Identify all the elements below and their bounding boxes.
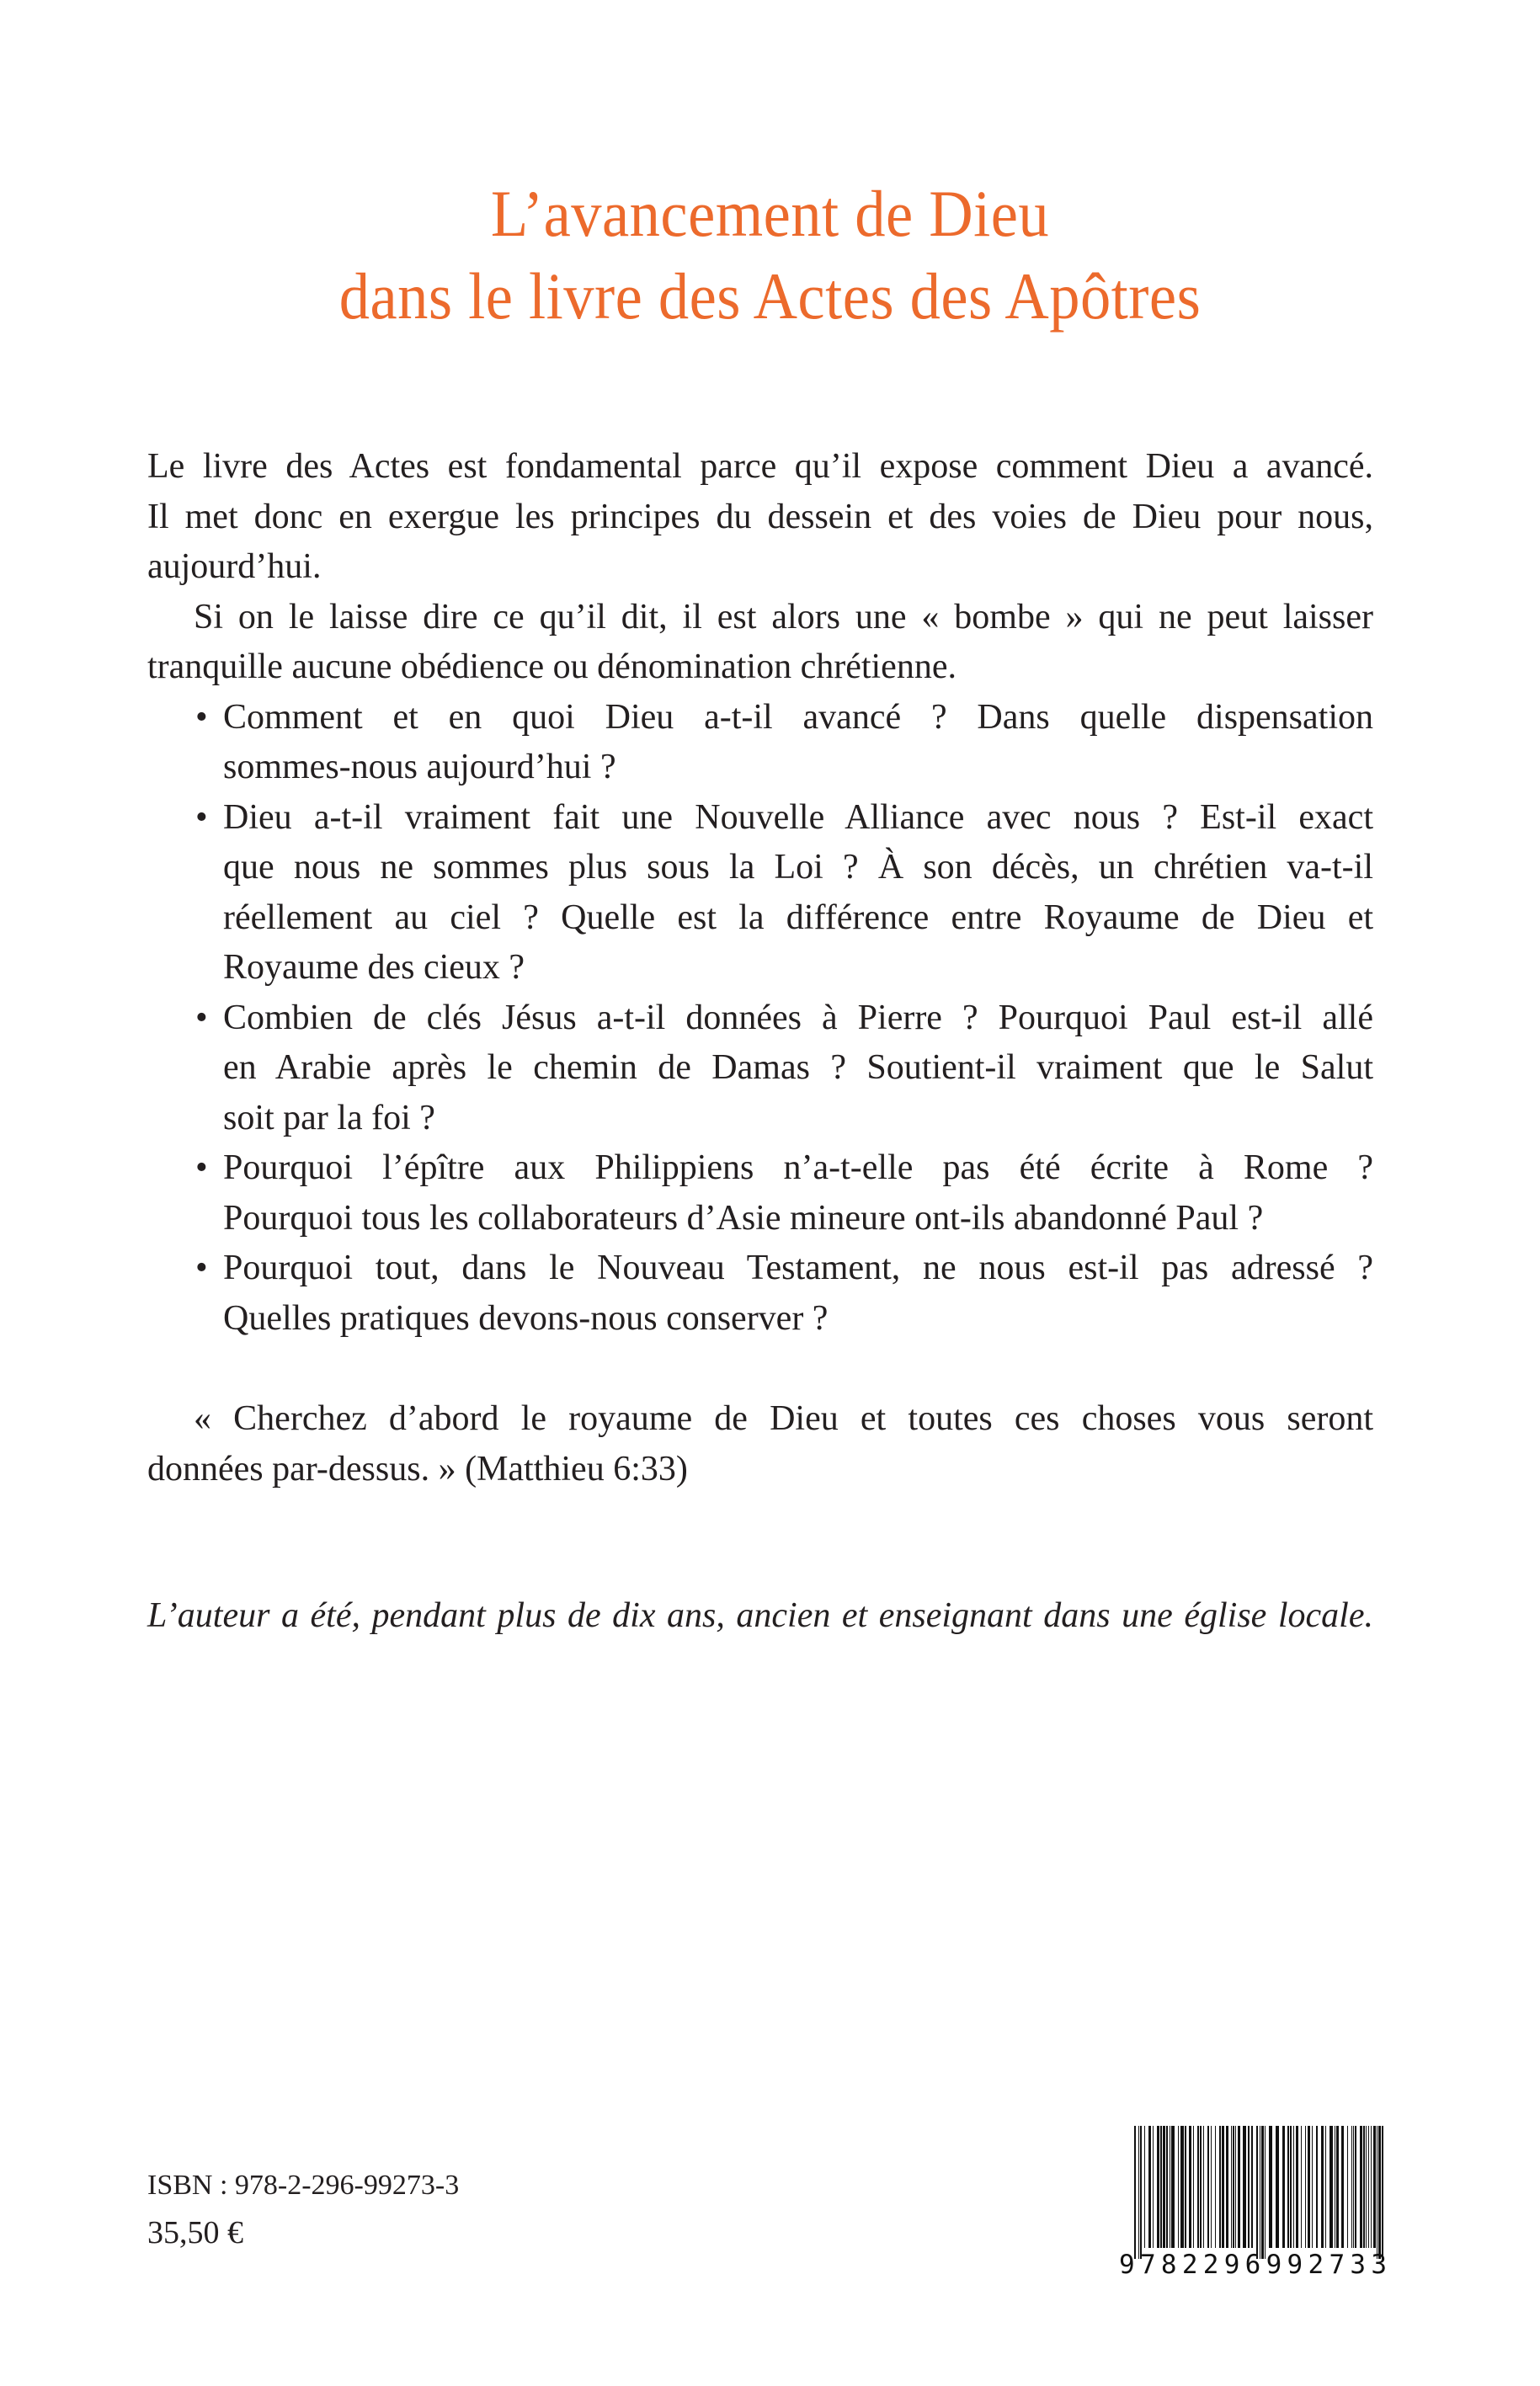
title-line-2: dans le livre des Actes des Apôtres [338, 259, 1202, 333]
question-text: Pourquoi tous les collaborateurs d’Asie mineure ont-ils abandonné Paul ? [223, 1198, 1264, 1238]
question-text: sommes-nous aujourd’hui ? [223, 748, 616, 786]
question-text: Combien de clés Jésus a-t-il données à Pierre ? Pourquoi Paul est-il allé [223, 998, 1373, 1037]
quote-line: « Cherchez d’abord le royaume de Dieu et toutes ces choses vous seront [194, 1399, 1373, 1438]
bullet-icon: • [195, 1148, 208, 1187]
question-line [147, 793, 1373, 844]
barcode-bar [1363, 2126, 1365, 2248]
barcode-bar [1153, 2126, 1154, 2248]
barcode-bar [1261, 2126, 1264, 2259]
barcode-bar [1215, 2126, 1216, 2248]
question-text: Comment et en quoi Dieu a-t-il avancé ? Dans quelle dispensation [223, 697, 1373, 737]
barcode-bar [1238, 2126, 1240, 2248]
intro-line: aujourd’hui. [147, 547, 322, 586]
barcode-bar [1373, 2126, 1376, 2248]
barcode-bar [1269, 2126, 1272, 2248]
question-text: Pourquoi l’épître aux Philippiens n’a-t-elle pas été écrite à Rome ? [223, 1148, 1373, 1187]
barcode-digits: 9782296992733 [1119, 2250, 1387, 2277]
barcode-bar [1351, 2126, 1352, 2248]
barcode-bar [1138, 2126, 1139, 2259]
question-item [147, 1244, 1373, 1344]
price: 35,50 € [147, 2215, 243, 2250]
barcode-bar [1134, 2126, 1136, 2259]
barcode-bar [1341, 2126, 1344, 2248]
barcode-bar [1160, 2126, 1162, 2248]
barcode-bar [1287, 2126, 1289, 2248]
barcode-bar [1347, 2126, 1348, 2248]
question-text: en Arabie après le chemin de Damas ? Soutient-il vraiment que le Salut [223, 1048, 1373, 1087]
barcode-bar [1293, 2126, 1294, 2248]
question-line [147, 1094, 1373, 1144]
barcode-bar [1203, 2126, 1204, 2248]
barcode-bar [1256, 2126, 1258, 2259]
barcode-bar [1144, 2126, 1145, 2248]
barcode-bar [1305, 2126, 1306, 2248]
barcode-bar [1290, 2126, 1292, 2248]
question-text: Dieu a-t-il vraiment fait une Nouvelle Alliance avec nous ? Est-il exact [223, 797, 1373, 837]
intro2-line: tranquille aucune obédience ou dénomination chrétienne. [147, 647, 957, 686]
blurb [147, 442, 1373, 1494]
barcode-bar [1148, 2126, 1151, 2248]
quote-line: données par-dessus. » (Matthieu 6:33) [147, 1449, 688, 1489]
intro-line: Le livre des Actes est fondamental parce qu’il expose comment Dieu a avancé. [147, 447, 1373, 486]
barcode-bar [1185, 2126, 1186, 2248]
barcode-bar [1248, 2126, 1250, 2248]
question-line [147, 893, 1373, 944]
barcode-bar [1301, 2126, 1302, 2248]
barcode-bar [1378, 2126, 1381, 2259]
barcode-bar [1366, 2126, 1367, 2248]
barcode-bar [1197, 2126, 1199, 2248]
isbn: ISBN : 978-2-296-99273-3 [147, 2170, 460, 2201]
barcode-bar [1178, 2126, 1179, 2248]
question-list [147, 693, 1373, 1345]
barcode-bar [1325, 2126, 1326, 2248]
barcode-bar [1336, 2126, 1339, 2248]
bullet-icon: • [195, 797, 208, 837]
barcode-bar [1207, 2126, 1209, 2248]
barcode-bar [1276, 2126, 1279, 2248]
barcode-bar [1226, 2126, 1228, 2248]
barcode-bar [1189, 2126, 1191, 2248]
barcode-bar [1222, 2126, 1224, 2248]
barcode-bar [1355, 2126, 1356, 2248]
barcode-bar [1360, 2126, 1362, 2248]
question-line [147, 993, 1373, 1044]
question-text: soit par la foi ? [223, 1098, 435, 1137]
barcode-bar [1282, 2126, 1285, 2248]
question-line [147, 693, 1373, 743]
bullet-icon: • [195, 697, 208, 737]
barcode-bar [1368, 2126, 1369, 2248]
barcode-bar [1321, 2126, 1324, 2248]
question-item [147, 693, 1373, 793]
barcode [1116, 2126, 1393, 2277]
question-line [147, 1244, 1373, 1294]
barcode-bar [1243, 2126, 1246, 2248]
barcode-bar [1316, 2126, 1318, 2248]
barcode-bar [1296, 2126, 1298, 2248]
barcode-bar [1353, 2126, 1354, 2248]
author-note: L’auteur a été, pendant plus de dix ans, ancien et enseignant dans une église locale. [147, 1596, 1373, 1635]
barcode-bar [1235, 2126, 1236, 2248]
question-line [147, 743, 1373, 793]
question-line [147, 843, 1373, 893]
barcode-bar [1308, 2126, 1310, 2248]
question-text: que nous ne sommes plus sous la Loi ? À son décès, un chrétien va-t-il [223, 848, 1373, 887]
barcode-bar [1211, 2126, 1212, 2248]
barcode-bar [1371, 2126, 1372, 2248]
barcode-bar [1251, 2126, 1253, 2248]
barcode-bar [1193, 2126, 1194, 2248]
barcode-bar [1157, 2126, 1159, 2248]
question-item [147, 793, 1373, 993]
barcode-bar [1233, 2126, 1234, 2248]
question-line [147, 943, 1373, 993]
barcode-bar [1312, 2126, 1313, 2248]
question-text: Pourquoi tout, dans le Nouveau Testament, ne nous est-il pas adressé ? [223, 1249, 1373, 1287]
question-text: Royaume des cieux ? [223, 948, 525, 987]
barcode-bar [1382, 2126, 1383, 2259]
title-line-1: L’avancement de Dieu [490, 177, 1050, 250]
intro-line: Il met donc en exergue les principes du dessein et des voies de Dieu pour nous, [147, 497, 1373, 536]
bullet-icon: • [195, 998, 208, 1037]
question-item [147, 993, 1373, 1144]
question-line [147, 1043, 1373, 1094]
barcode-bar [1219, 2126, 1221, 2248]
barcode-bar [1265, 2126, 1266, 2259]
barcode-bar [1231, 2126, 1232, 2248]
intro2-line: Si on le laisse dire ce qu’il dit, il est alors une « bombe » qui ne peut laisser [194, 597, 1373, 636]
barcode-bar [1140, 2126, 1142, 2259]
barcode-bar [1200, 2126, 1202, 2248]
question-line [147, 1194, 1373, 1244]
barcode-bar [1330, 2126, 1333, 2248]
question-text: Quelles pratiques devons-nous conserver ? [223, 1298, 829, 1338]
question-line [147, 1294, 1373, 1345]
bullet-icon: • [195, 1249, 208, 1287]
barcode-bar [1163, 2126, 1165, 2248]
question-line [147, 1143, 1373, 1194]
barcode-bar [1171, 2126, 1175, 2248]
barcode-bar [1166, 2126, 1168, 2248]
question-text: réellement au ciel ? Quelle est la différence entre Royaume de Dieu et [223, 897, 1373, 937]
question-item [147, 1143, 1373, 1244]
barcode-bar [1180, 2126, 1184, 2248]
book-title [0, 173, 1540, 338]
